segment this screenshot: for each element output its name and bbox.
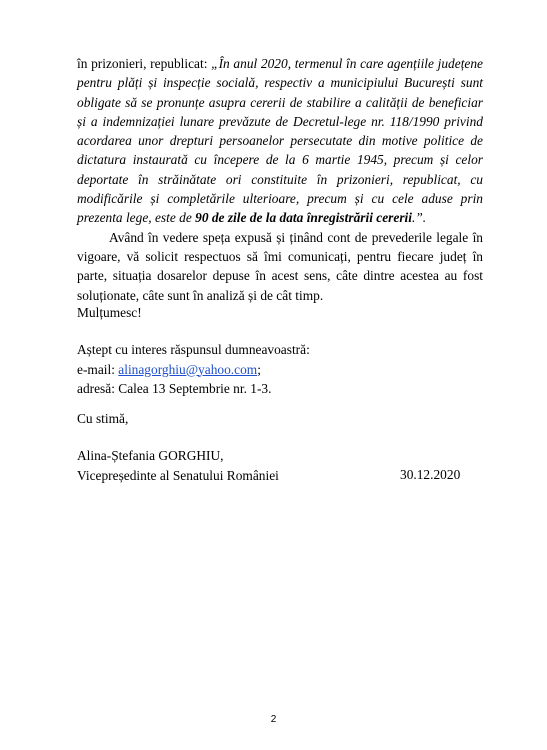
email-suffix: ; — [257, 361, 261, 377]
page-number: 2 — [270, 714, 277, 725]
deadline-emphasis: 90 de zile de la data înregistrării cererii — [195, 210, 412, 226]
letter-body — [77, 54, 483, 305]
signature-block — [77, 446, 279, 485]
request-paragraph: Având în vedere speța expusă și ținând cont de prevederile legale în vigoare, vă solicit respectuos să îmi comunicați, pentru fiecare județ în parte, situația dosarelor depuse în acest sens, câte dintre acestea au fost soluționate, câte sunt în analiză și de cât timp. — [77, 229, 483, 303]
awaiting-reply-line: Aștept cu interes răspunsul dumneavoastră: — [77, 342, 310, 357]
contact-block — [77, 340, 310, 399]
law-quotation-end: .”. — [411, 210, 427, 226]
email-label: e-mail: — [77, 361, 119, 377]
law-quotation-text: „În anul 2020, termenul în care agențiile județene pentru plăți și inspecție socială, respectiv a municipiului București sunt obligate să se pronunțe asupra cererii de stabilire a calității de beneficiar și a indemnizației lunare prevăzute de Decretul-lege nr. 118/1990 privind acordarea unor drepturi persoanelor persecutate din motive politice de dictatura instaurată cu începere de la 6 martie 1945, precum și celor deportate în străinătate ori constituite în prizonieri, republicat, cu modificările și completările ulterioare, precum și cu cele aduse prin prezenta lege, este de — [77, 56, 483, 226]
thanks-line: Mulțumesc! — [77, 305, 142, 320]
address-line: adresă: Calea 13 Septembrie nr. 1-3. — [77, 381, 272, 396]
email-link[interactable]: alinagorghiu@yahoo.com — [118, 361, 258, 377]
law-quotation — [77, 56, 483, 225]
quoted-law-paragraph — [77, 54, 483, 228]
paragraph-lead-in: în prizonieri, republicat: — [77, 56, 212, 71]
signatory-title: Vicepreședinte al Senatului României — [77, 467, 279, 483]
email-line — [77, 360, 310, 380]
closing-line: Cu stimă, — [77, 411, 129, 426]
letter-date: 30.12.2020 — [400, 467, 461, 482]
signatory-name: Alina-Ștefania GORGHIU, — [77, 448, 224, 463]
